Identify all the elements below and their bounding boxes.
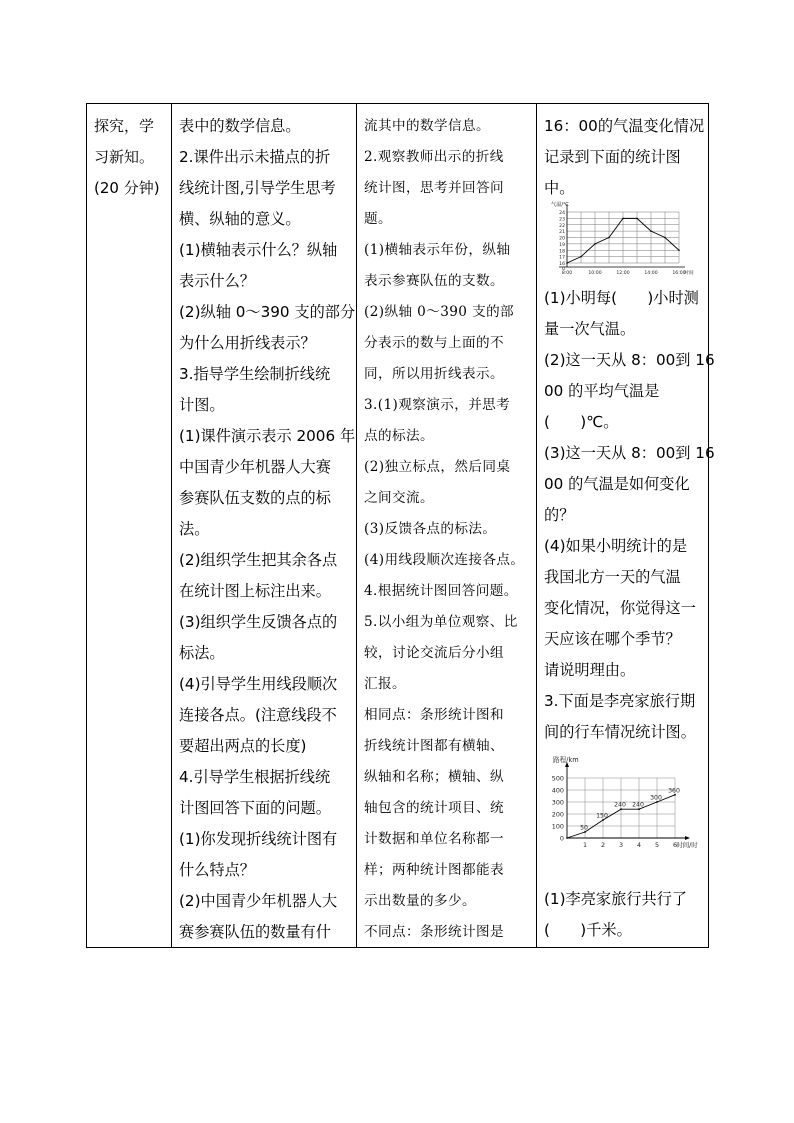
y-tick-label: 22 [559, 223, 565, 229]
text-line: 连接各点。(注意线段不 [179, 706, 337, 724]
text-line: (2)独立标点，然后同桌 [364, 459, 511, 475]
text-line: (2)纵轴 0～390 支的部 [364, 304, 515, 320]
y-tick-label: 21 [559, 230, 565, 236]
x-tick-label: 6 [672, 841, 678, 849]
x-tick-label: 8:00 [561, 271, 573, 276]
text-line: 计图。 [179, 396, 225, 414]
text-line: (1)课件演示表示 2006 年 [179, 427, 356, 445]
x-tick-label: 14:00 [644, 271, 658, 276]
text-line: 中国青少年机器人大赛 [179, 458, 331, 476]
text-line: 4.引导学生根据折线统 [179, 768, 331, 786]
student-activity-column [357, 104, 537, 947]
data-point [678, 249, 680, 251]
text-line: (1)横轴表示什么？纵轴 [179, 241, 338, 259]
x-tick-label: 2 [600, 841, 606, 849]
temperature-chart-svg [549, 200, 701, 276]
text-line: (4)如果小明统计的是 [544, 537, 688, 555]
text-line: 探究，学 [94, 117, 155, 135]
text-line: 3.(1)观察演示，并思考 [364, 397, 511, 413]
exercise-text-bottom [544, 884, 704, 946]
text-line: 同，所以用折线表示。 [364, 366, 504, 382]
x-axis-label: 时间 [684, 271, 694, 276]
lesson-table [86, 103, 715, 948]
text-line: 流其中的数学信息。 [364, 118, 490, 134]
distance-line-chart [549, 754, 709, 854]
y-tick-label: 20 [559, 236, 565, 242]
text-line: 变化情况，你觉得这一 [544, 599, 696, 617]
data-point [664, 237, 666, 239]
x-tick-label: 4 [636, 841, 642, 849]
text-line: ( )千米。 [544, 921, 632, 939]
data-point [650, 230, 652, 232]
text-line: 计图回答下面的问题。 [179, 799, 331, 817]
text-line: (1)横轴表示年份，纵轴 [364, 242, 511, 258]
y-tick-label: 100 [551, 822, 564, 831]
text-line: 纵轴和名称；横轴、纵 [364, 769, 504, 785]
text-line: (1)小明每( )小时测 [544, 289, 699, 307]
text-line: 间的行车情况统计图。 [544, 723, 696, 741]
text-line: (4)引导学生用线段顺次 [179, 675, 338, 693]
y-tick-label: 500 [551, 774, 564, 783]
text-line: ( )℃。 [544, 413, 619, 431]
text-line: 2.观察教师出示的折线 [364, 149, 504, 165]
text-line: 请说明理由。 [544, 661, 636, 679]
y-tick-label: 400 [551, 786, 564, 795]
temperature-line-chart [549, 200, 701, 276]
student-activity-text [364, 111, 532, 948]
y-axis-label: 气温/℃ [551, 202, 569, 208]
text-line: 要超出两点的长度) [179, 737, 307, 755]
text-line: 计数据和单位名称都一 [364, 831, 504, 847]
x-axis-arrow [685, 836, 690, 840]
text-line: (2)这一天从 8：00到 16 [544, 351, 715, 369]
text-line: 4.根据统计图回答问题。 [364, 583, 518, 599]
text-line: (3)这一天从 8：00到 16 [544, 444, 715, 462]
data-point [566, 262, 568, 264]
text-line: 3.指导学生绘制折线统 [179, 365, 331, 383]
distance-chart-svg [549, 754, 709, 854]
text-line: 表中的数学信息。 [179, 117, 301, 135]
x-axis-label: 时间/时 [676, 841, 698, 849]
data-label: 240 [632, 801, 644, 809]
y-tick-label: 18 [559, 249, 565, 255]
text-line: 线统计图,引导学生思考 [179, 179, 336, 197]
text-line: 3.下面是李亮家旅行期 [544, 692, 696, 710]
text-line: 之间交流。 [364, 490, 434, 506]
text-line: (3)反馈各点的标法。 [364, 521, 497, 537]
text-line: (1)李亮家旅行共行了 [544, 890, 688, 908]
text-line: 汇报。 [364, 676, 406, 692]
data-point [580, 256, 582, 258]
text-line: (20 分钟) [94, 179, 160, 197]
data-label: 150 [596, 812, 608, 820]
y-tick-label: 24 [559, 211, 565, 216]
text-line: 不同点：条形统计图是 [364, 924, 504, 940]
data-point [608, 237, 610, 239]
text-line: (2)组织学生把其余各点 [179, 551, 338, 569]
text-line: 点的标法。 [364, 428, 434, 444]
teacher-activity-column [172, 104, 357, 947]
exercise-column [537, 104, 715, 947]
text-line: (3)组织学生反馈各点的 [179, 613, 338, 631]
teacher-activity-text [179, 111, 356, 948]
exercise-text-middle [544, 283, 715, 748]
text-line: 表示什么？ [179, 272, 255, 290]
text-line: 中。 [544, 179, 575, 197]
y-tick-label: 0 [559, 834, 564, 843]
text-line: 横、纵轴的意义。 [179, 210, 301, 228]
y-tick-label: 23 [559, 217, 565, 223]
text-line: 习新知。 [94, 148, 155, 166]
text-line: 16：00的气温变化情况 [544, 117, 705, 135]
y-tick-label: 17 [559, 255, 565, 261]
text-line: 我国北方一天的气温 [544, 568, 681, 586]
y-tick-label: 16 [559, 262, 565, 267]
text-line: (2)纵轴 0～390 支的部分 [179, 303, 356, 321]
x-tick-label: 10:00 [588, 271, 602, 276]
y-tick-label: 300 [551, 798, 564, 807]
text-line: 分表示的数与上面的不 [364, 335, 504, 351]
text-line: 00 的气温是如何变化 [544, 475, 690, 493]
text-line: 参赛队伍支数的点的标 [179, 489, 331, 507]
data-label: 300 [650, 794, 662, 802]
text-line: 样；两种统计图都能表 [364, 862, 504, 878]
stage-column [87, 104, 172, 947]
text-line: 记录到下面的统计图 [544, 148, 681, 166]
text-line: 什么特点？ [179, 861, 255, 879]
text-line: 5.以小组为单位观察、比 [364, 614, 518, 630]
data-point [636, 218, 638, 220]
text-line: 折线统计图都有横轴、 [364, 738, 504, 754]
y-axis-label: 路程/km [553, 756, 579, 764]
text-line: 较，讨论交流后分小组 [364, 645, 504, 661]
text-line: 天应该在哪个季节？ [544, 630, 681, 648]
text-line: (4)用线段顺次连接各点。 [364, 552, 525, 568]
text-line: 统计图，思考并回答问 [364, 180, 504, 196]
data-point [594, 243, 596, 245]
y-tick-label: 0 [562, 267, 565, 272]
x-tick-label: 3 [618, 841, 624, 849]
stage-text [94, 111, 167, 204]
data-label: 240 [614, 801, 626, 809]
text-line: 的？ [544, 506, 575, 524]
text-line: 法。 [179, 520, 210, 538]
y-tick-label: 200 [551, 810, 564, 819]
text-line: 00 的平均气温是 [544, 382, 660, 400]
x-tick-label: 12:00 [616, 271, 630, 276]
x-tick-label: 16:00 [672, 271, 686, 276]
text-line: 轴包含的统计项目、统 [364, 800, 504, 816]
data-label: 50 [580, 824, 588, 832]
text-line: 题。 [364, 211, 392, 227]
y-tick-label: 19 [559, 242, 565, 248]
text-line: (1)你发现折线统计图有 [179, 830, 338, 848]
text-line: 赛参赛队伍的数量有什 [179, 923, 331, 941]
x-tick-label: 1 [582, 841, 588, 849]
x-tick-label: 5 [654, 841, 660, 849]
data-point [566, 837, 568, 839]
text-line: 2.课件出示未描点的折 [179, 148, 331, 166]
data-label: 360 [668, 787, 680, 795]
text-line: 量一次气温。 [544, 320, 636, 338]
text-line: 标法。 [179, 644, 225, 662]
text-line: (2)中国青少年机器人大 [179, 892, 338, 910]
text-line: 表示参赛队伍的支数。 [364, 273, 504, 289]
text-line: 示出数量的多少。 [364, 893, 476, 909]
text-line: 在统计图上标注出来。 [179, 582, 331, 600]
exercise-text-top [544, 111, 704, 204]
data-point [622, 218, 624, 220]
text-line: 相同点：条形统计图和 [364, 707, 504, 723]
text-line: 为什么用折线表示？ [179, 334, 316, 352]
